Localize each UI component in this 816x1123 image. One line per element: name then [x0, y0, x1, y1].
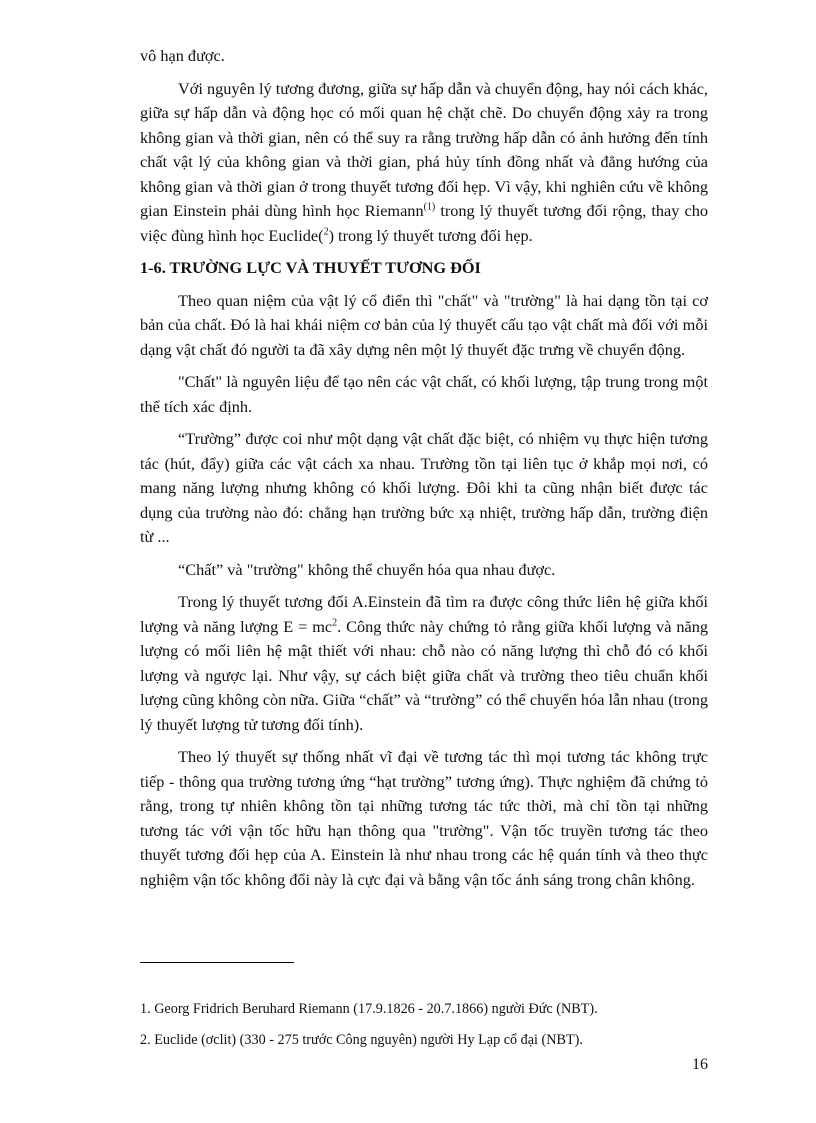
paragraph-text: Trong lý thuyết tương đối A.Einstein đã tìm ra được công thức liên hệ giữa khối lượng và năng lượng E = mc — [140, 592, 708, 636]
paragraph-text: trong lý thuyết tương đối rộng, thay cho việc đùng hình học Euclide( — [140, 201, 708, 245]
footnote-1: 1. Georg Fridrich Beruhard Riemann (17.9.1826 - 20.7.1866) người Đức (NBT). — [140, 1001, 598, 1017]
paragraph-mass-energy — [140, 590, 708, 737]
footnote-ref-1: (1) — [423, 201, 436, 213]
section-heading: 1-6. TRƯỜNG LỰC VÀ THUYẾT TƯƠNG ĐỐI — [140, 258, 481, 277]
paragraph-text: . Công thức này chứng tỏ rằng giữa khối lượng và năng lượng có mối liên hệ mật thiết với nhau: chỗ nào có năng lượng thì chỗ đó có khối lượng và ngược lại. Như vậy, sự cách biệt giữa chất và trường theo tiêu chuẩn khối lượng cũng không còn nữa. Giữa “chất” và “trường” có thể chuyển hóa lẫn nhau (trong lý thuyết lượng tử tương đối tính). — [140, 616, 709, 734]
footnote-divider — [140, 962, 294, 963]
footnotes — [140, 1000, 708, 1062]
paragraph-matter-definition: "Chất" là nguyên liệu để tạo nên các vật chất, có khối lượng, tập trung trong một thể tích xác định. — [140, 372, 708, 416]
paragraph-text: Với nguyên lý tương đương, giữa sự hấp dẫn và chuyển động, hay nói cách khác, giữa sự hấp dẫn và động học có mối quan hệ chặt chẽ. Do chuyển động xảy ra trong không gian và thời gian, nên có thể suy ra rằng trường hấp dẫn có ảnh hưởng đến tính chất vật lý của không gian và thời gian, phá hủy tính đồng nhất và đẳng hướng của không gian và thời gian ở trong thuyết tương đối hẹp. Vì vậy, khi nghiên cứu về không gian Einstein phải dùng hình học Riemann — [140, 78, 708, 220]
paragraph-text: ) trong lý thuyết tương đối hẹp. — [328, 225, 533, 245]
footnote-ref-2: 2 — [323, 226, 329, 238]
paragraph-no-conversion: “Chất” và "trường" không thể chuyển hóa qua nhau được. — [178, 559, 556, 579]
paragraph-equivalence-principle — [140, 77, 708, 249]
body-text — [140, 44, 708, 900]
superscript-exponent: 2 — [332, 617, 338, 629]
page-number: 16 — [692, 1056, 708, 1073]
paragraph-unified-interaction: Theo lý thuyết sự thống nhất vĩ đại về tương tác thì mọi tương tác không trực tiếp - thông qua trường tương ứng “hạt trường” tương ứng). Thực nghiệm đã chứng tỏ rằng, trong tự nhiên không tồn tại những tương tác tức thời, mà chỉ tồn tại những tương tác với vận tốc hữu hạn thông qua "trường". Vận tốc truyền tương tác theo thuyết tương đối hẹp của A. Einstein là như nhau trong các hệ quán tính và theo thực nghiệm vận tốc không đổi này là cực đại và bằng vận tốc ánh sáng trong chân không. — [140, 747, 708, 889]
paragraph-field-definition: “Trường” được coi như một dạng vật chất đặc biệt, có nhiệm vụ thực hiện tương tác (hút, đẩy) giữa các vật cách xa nhau. Trường tồn tại liên tục ở khắp mọi nơi, có mang năng lượng nhưng không có khối lượng. Đôi khi ta cũng nhận biết được tác dụng của trường nào đó: chẳng hạn trường bức xạ nhiệt, trường hấp dẫn, trường điện từ ... — [140, 429, 708, 546]
paragraph-classical-view: Theo quan niệm của vật lý cổ điển thì "chất" và "trường" là hai dạng tồn tại cơ bản của chất. Đó là hai khái niệm cơ bản của lý thuyết cấu tạo vật chất mà đối với mỗi dạng vật chất đó người ta đã xây dựng nên một lý thuyết đặc trưng về chuyển động. — [140, 290, 708, 359]
paragraph-continuation: vô hạn được. — [140, 46, 225, 65]
footnote-2: 2. Euclide (ơclit) (330 - 275 trước Công nguyên) người Hy Lạp cổ đại (NBT). — [140, 1032, 583, 1048]
